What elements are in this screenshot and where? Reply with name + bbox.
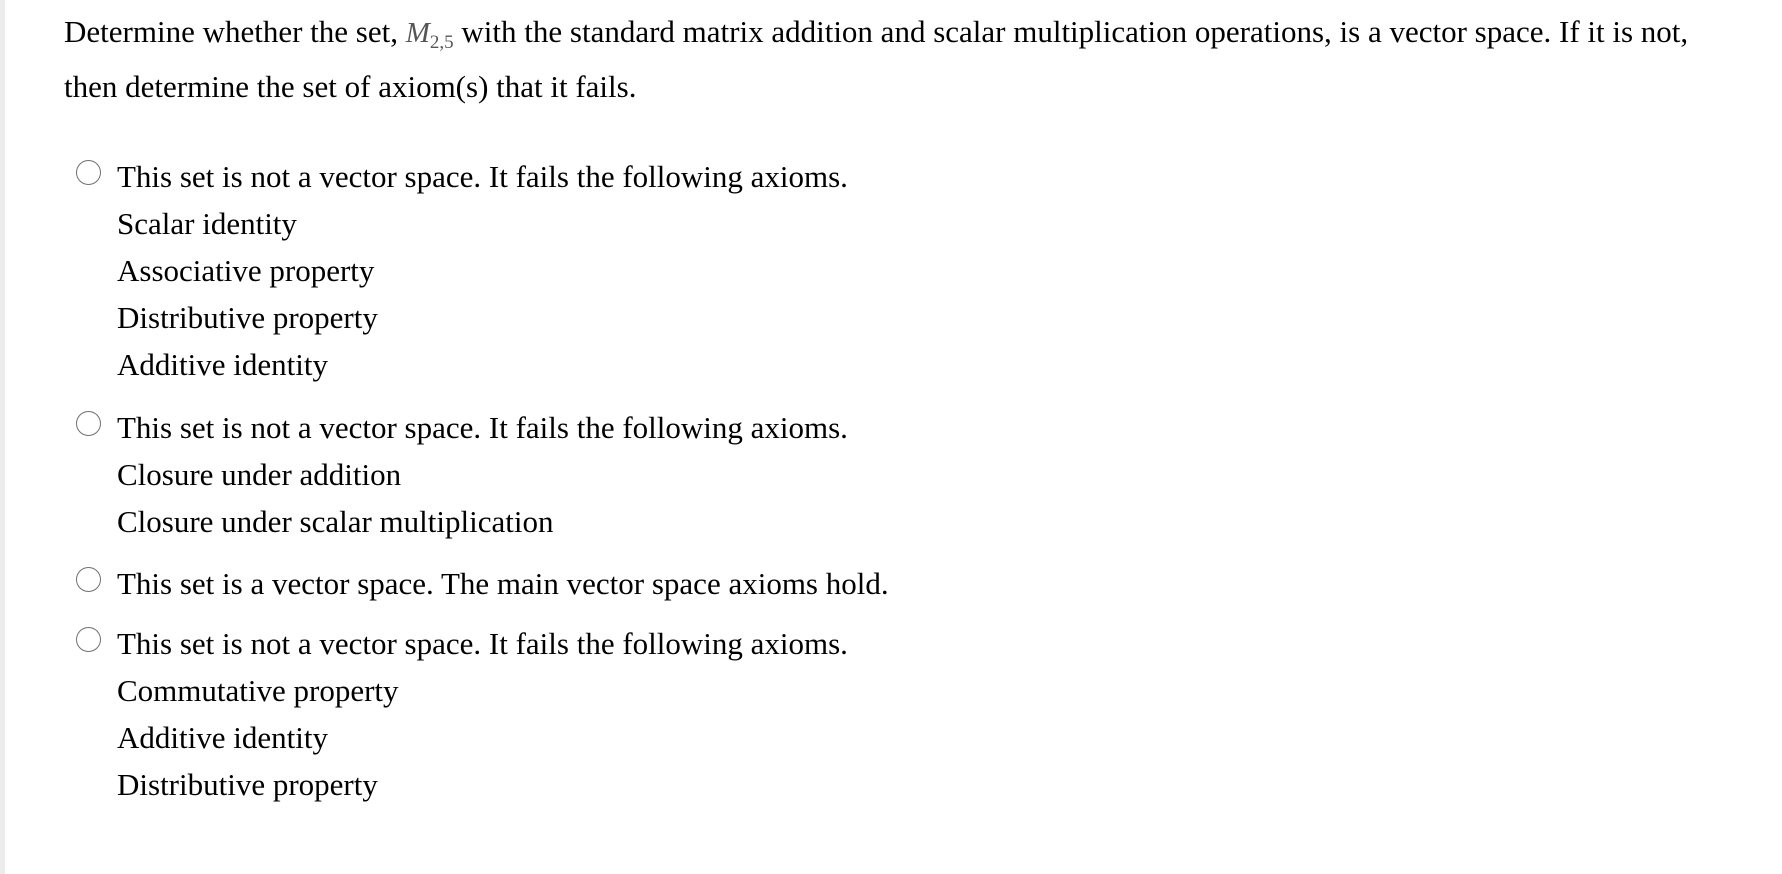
option-line: This set is not a vector space. It fails the following axioms. — [117, 159, 848, 194]
radio-button-4[interactable] — [76, 627, 101, 652]
matrix-space-symbol — [405, 17, 454, 53]
option-line: Closure under scalar multiplication — [117, 504, 554, 539]
option-line: This set is not a vector space. It fails the following axioms. — [117, 626, 848, 661]
radio-button-1[interactable] — [76, 160, 101, 185]
option-2-text — [117, 411, 848, 552]
option-line: Distributive property — [117, 767, 378, 802]
option-line: Associative property — [117, 253, 375, 288]
question-prefix: Determine whether the set, — [64, 14, 406, 49]
option-line: Commutative property — [117, 673, 399, 708]
math-subscript: 2,5 — [429, 32, 454, 53]
question-text — [64, 10, 1744, 109]
radio-button-3[interactable] — [76, 567, 101, 592]
left-border — [0, 0, 5, 874]
option-4-text — [117, 627, 848, 815]
option-line: Distributive property — [117, 300, 378, 335]
option-line: Closure under addition — [117, 457, 402, 492]
option-3-text — [117, 567, 889, 614]
option-line: Additive identity — [117, 347, 328, 382]
option-line: This set is not a vector space. It fails the following axioms. — [117, 410, 848, 445]
option-line: This set is a vector space. The main vector space axioms hold. — [117, 566, 889, 601]
radio-button-2[interactable] — [76, 411, 101, 436]
option-1-text — [117, 160, 848, 395]
math-symbol: M — [405, 17, 430, 49]
question-suffix: with the standard matrix addition and scalar multiplication operations, is a vector space. If it is not, then determine the set of axiom(s) that it fails. — [64, 14, 1689, 104]
option-line: Additive identity — [117, 720, 328, 755]
option-line: Scalar identity — [117, 206, 297, 241]
